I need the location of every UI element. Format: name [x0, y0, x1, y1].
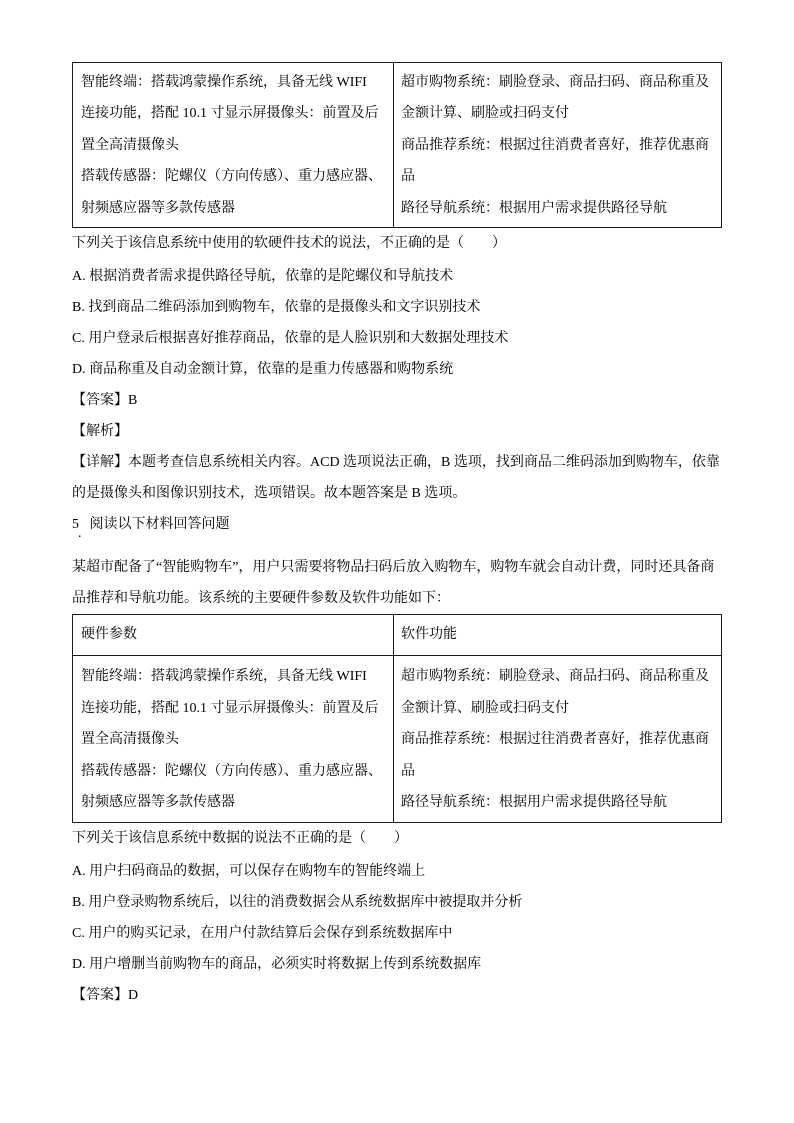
- software-line: 商品推荐系统：根据过往消费者喜好，推荐优惠商: [401, 732, 709, 747]
- software-line: 金额计算、刷脸或扫码支付: [401, 106, 569, 121]
- option-a: A. 根据消费者需求提供路径导航，依靠的是陀螺仪和导航技术: [72, 269, 454, 284]
- option-a: A. 用户扫码商品的数据，可以保存在购物车的智能终端上: [72, 864, 426, 879]
- software-line: 商品推荐系统：根据过往消费者喜好，推荐优惠商: [401, 137, 709, 153]
- table-header-software: 软件功能: [394, 615, 721, 656]
- spec-table: [72, 614, 722, 823]
- question-5-block: [72, 823, 752, 1011]
- question-number: 5: [72, 517, 79, 532]
- answer-line: 【答案】B: [72, 393, 138, 408]
- answer-line: 【答案】D: [72, 988, 139, 1003]
- material-line: 品推荐和导航功能。该系统的主要硬件参数及软件功能如下：: [72, 591, 450, 606]
- question-4-block: [72, 228, 752, 509]
- software-line: 超市购物系统：刷脸登录、商品扫码、商品称重及: [401, 74, 709, 90]
- software-line: 路径导航系统：根据用户需求提供路径导航: [401, 200, 667, 216]
- detail-line: 的是摄像头和图像识别技术，选项错误。故本题答案是 B 选项。: [72, 486, 467, 501]
- option-d: D. 商品称重及自动金额计算，依靠的是重力传感器和购物系统: [72, 362, 454, 377]
- option-b: B. 找到商品二维码添加到购物车，依靠的是摄像头和文字识别技术: [72, 300, 481, 315]
- question-title: 阅读以下材料回答问题: [89, 517, 230, 532]
- hardware-cell: [73, 63, 394, 227]
- hardware-line: 连接功能，搭配 10.1 寸显示屏摄像头：前置及后: [81, 106, 379, 121]
- hardware-cell: [73, 656, 394, 822]
- software-line: 品: [401, 763, 415, 779]
- table-header-hardware: 硬件参数: [73, 615, 394, 656]
- software-cell: [394, 656, 721, 822]
- hardware-line: 连接功能，搭配 10.1 寸显示屏摄像头：前置及后: [81, 700, 379, 716]
- material-line: 某超市配备了“智能购物车”，用户只需要将物品扫码后放入购物车，购物车就会自动计费，同时还具备商: [72, 560, 715, 575]
- hardware-line: 搭载传感器：陀螺仪（方向传感）、重力感应器、: [81, 169, 382, 184]
- option-c: C. 用户的购买记录，在用户付款结算后会保存到系统数据库中: [72, 926, 453, 941]
- question-stem: 下列关于该信息系统中使用的软硬件技术的说法，不正确的是（ ）: [72, 236, 506, 251]
- continued-spec-table: [72, 62, 722, 228]
- question-5-header-block: [72, 509, 752, 614]
- software-line: 品: [401, 169, 415, 184]
- hardware-line: 搭载传感器：陀螺仪（方向传感）、重力感应器、: [81, 763, 382, 779]
- question-heading: [72, 509, 752, 540]
- question-stem: 下列关于该信息系统中数据的说法不正确的是（ ）: [72, 831, 408, 846]
- hardware-line: 置全高清摄像头: [81, 137, 179, 153]
- option-c: C. 用户登录后根据喜好推荐商品，依靠的是人脸识别和大数据处理技术: [72, 331, 509, 346]
- hardware-line: 智能终端：搭载鸿蒙操作系统，具备无线 WIFI: [81, 669, 367, 684]
- option-b: B. 用户登录购物系统后，以往的消费数据会从系统数据库中被提取并分析: [72, 895, 523, 910]
- hardware-line: 射频感应器等多款传感器: [81, 200, 235, 216]
- software-cell: [394, 63, 721, 227]
- question-number-dot: .: [78, 526, 82, 540]
- hardware-line: 射频感应器等多款传感器: [81, 795, 235, 810]
- option-d: D. 用户增删当前购物车的商品，必须实时将数据上传到系统数据库: [72, 957, 482, 972]
- analysis-label: 【解析】: [72, 424, 128, 439]
- hardware-line: 置全高清摄像头: [81, 732, 179, 747]
- hardware-line: 智能终端：搭载鸿蒙操作系统，具备无线 WIFI: [81, 74, 367, 90]
- detail-line: 【详解】本题考查信息系统相关内容。ACD 选项说法正确，B 选项，找到商品二维码添加到购物车，依靠: [72, 455, 720, 470]
- software-line: 超市购物系统：刷脸登录、商品扫码、商品称重及: [401, 669, 709, 684]
- software-line: 金额计算、刷脸或扫码支付: [401, 700, 569, 716]
- software-line: 路径导航系统：根据用户需求提供路径导航: [401, 795, 667, 810]
